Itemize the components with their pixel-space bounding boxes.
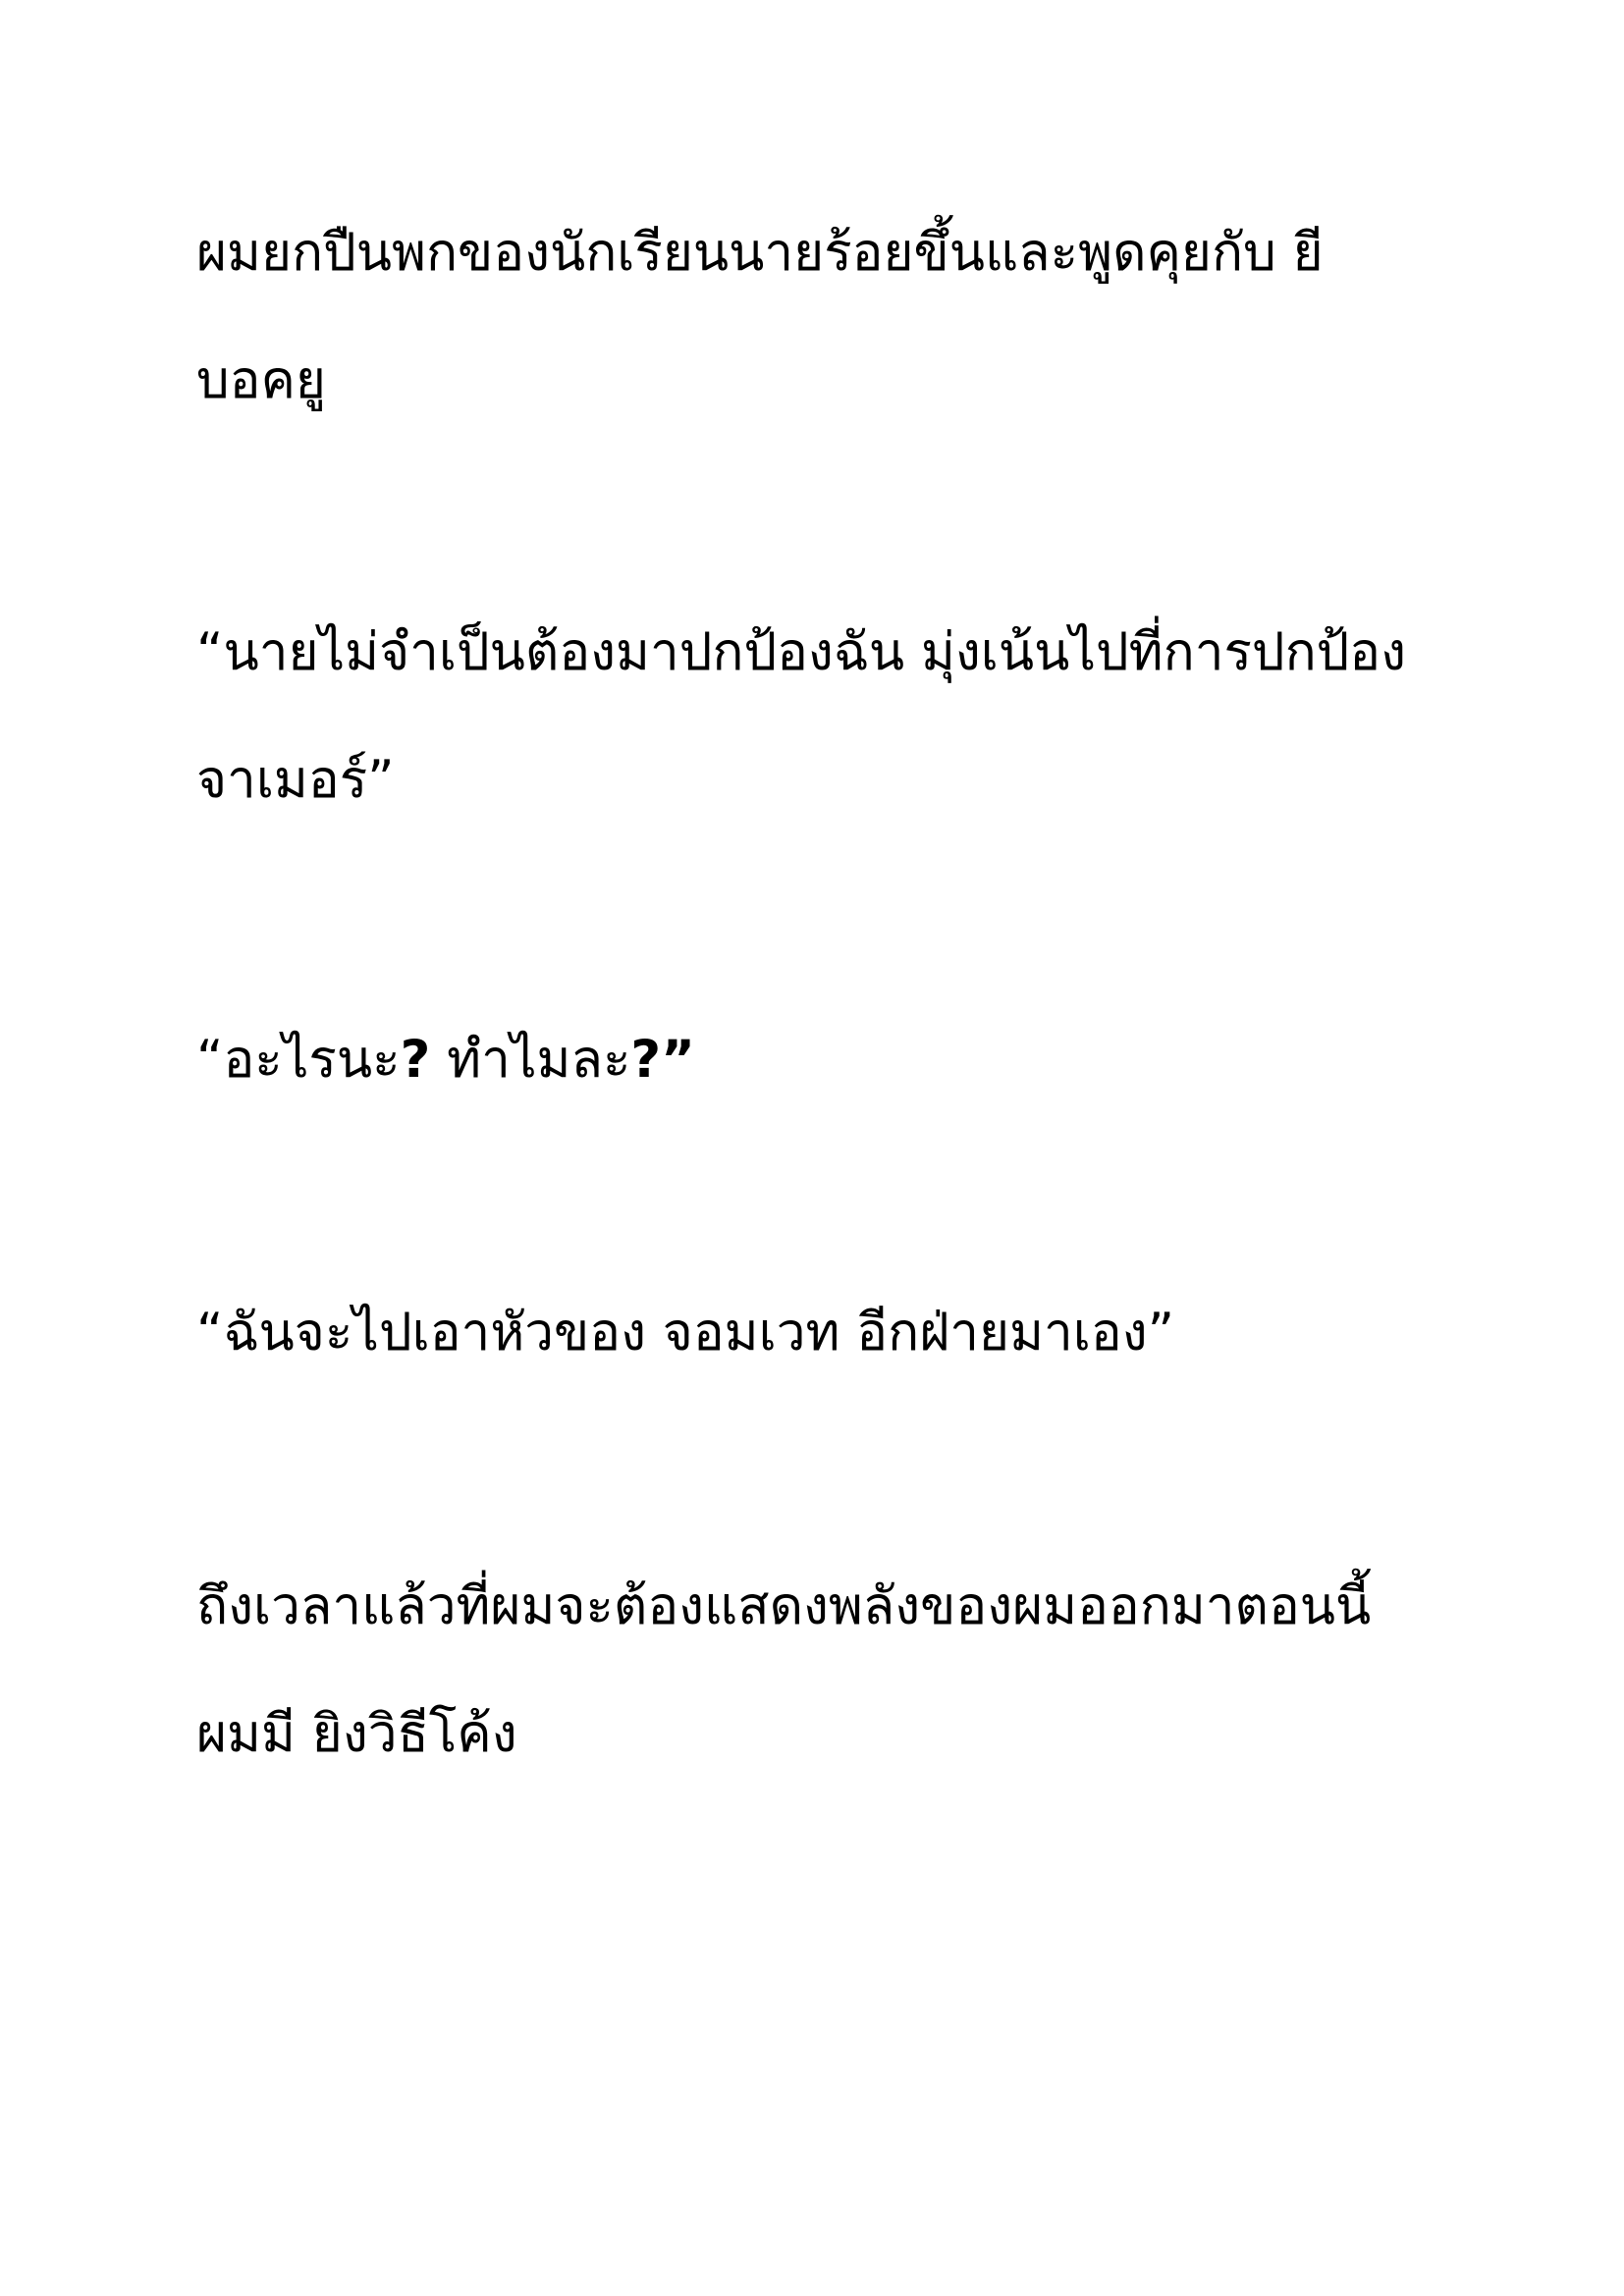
paragraph-5-line-2: ผมมี ยิงวิธีโค้ง: [196, 1704, 517, 1764]
paragraph-3-line-1: [196, 1021, 1473, 1099]
paragraph-2-line-2: จาเมอร์”: [196, 750, 395, 810]
paragraph-3-text-what: “อะไรนะ: [196, 1030, 401, 1090]
paragraph-3-question-mark-2: ?”: [630, 1030, 695, 1090]
paragraph-1-line-1: ผมยกปืนพกของนักเรียนนายร้อยขึ้นและพูดคุยกับ ยี: [196, 223, 1324, 283]
paragraph-3-question-mark-1: ?: [400, 1030, 431, 1090]
paragraph-5-line-1: ถึงเวลาแล้วที่ผมจะต้องแสดงพลังของผมออกมาตอนนี้: [196, 1576, 1372, 1636]
paragraph-4-line-1: “ฉันจะไปเอาหัวของ จอมเวท อีกฝ่ายมาเอง”: [196, 1303, 1175, 1362]
paragraph-1-line-2: บอคยู: [196, 350, 326, 410]
paragraph-2-line-1: “นายไม่จำเป็นต้องมาปกป้องฉัน มุ่งเน้นไปที่การปกป้อง: [196, 622, 1407, 682]
paragraph-3-text-why: ทำไมละ: [430, 1030, 631, 1090]
